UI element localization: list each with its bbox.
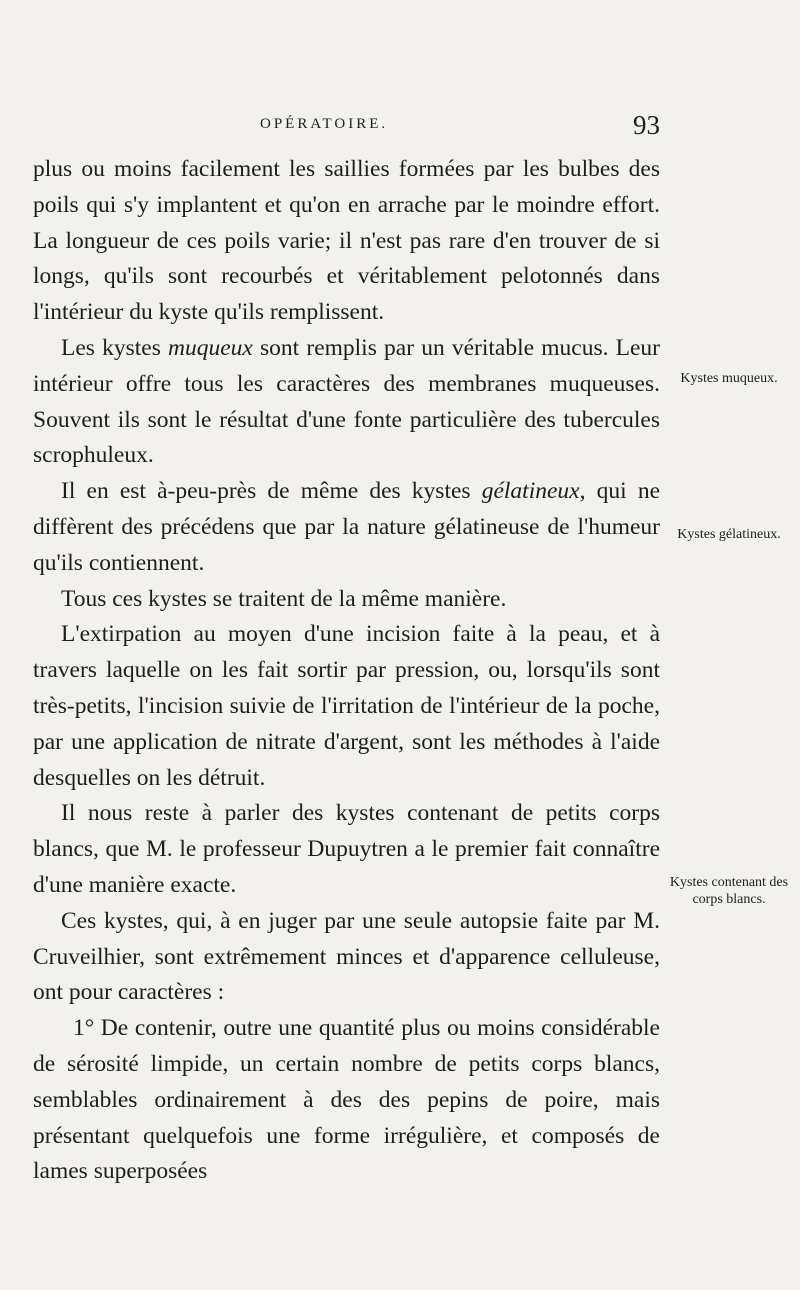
paragraph: Il en est à-peu-près de même des kystes gélatineux, qui ne diffèrent des précédens que par la nature gélatineuse de l'humeur qu'ils contiennent. bbox=[33, 478, 661, 576]
page-number: 93 bbox=[633, 110, 660, 140]
paragraph: 1° De contenir, outre une quantité plus ou moins considérable de sérosité limpide, un certain nombre de petits corps blancs, semblables ordinairement à des des pepins de poire, mais présentant quelquefois une forme irrégulière, et composés de lames superposées bbox=[33, 1015, 660, 1185]
paragraph: Il nous reste à parler des kystes contenant de petits corps blancs, que M. le professeur Dupuytren a le premier fait connaître d'une manière exacte. bbox=[33, 800, 660, 898]
paragraph: plus ou moins facilement les saillies formées par les bulbes des poils qui s'y implantent et qu'on en arrache par le moindre effort. La longueur de ces poils varie; il n'est pas rare d'en trouver de si longs, qu'ils sont recourbés et véritablement pelotonnés dans l'intérieur du kyste qu'ils remplissent. bbox=[33, 156, 660, 326]
emphasis: muqueux bbox=[168, 334, 253, 361]
emphasis: gélatineux bbox=[481, 478, 580, 505]
paragraph: Les kystes muqueux sont remplis par un véritable mucus. Leur intérieur offre tous les caractères des membranes muqueuses. Souvent ils sont le résultat d'une fonte particulière des tubercules scrophuleux. bbox=[33, 334, 660, 469]
paragraph: Ces kystes, qui, à en juger par une seule autopsie faite par M. Cruveilhier, sont extrêmement minces et d'apparence celluleuse, ont pour caractères : bbox=[33, 907, 660, 1006]
margin-note-corps-blancs: Kystes contenant des corps blancs. bbox=[669, 875, 789, 907]
margin-note-gelatineux: Kystes gélatineux. bbox=[677, 527, 781, 542]
paragraph: L'extirpation au moyen d'une incision faite à la peau, et à travers laquelle on les fait sortir par pression, ou, lorsqu'ils sont très-petits, l'incision suivie de l'irritation de l'intérieur de la poche, par une application de nitrate d'argent, sont les méthodes à l'aide desquelles on les détruit. bbox=[33, 621, 660, 791]
paragraph: Tous ces kystes se traitent de la même manière. bbox=[61, 585, 507, 612]
margin-note-muqueux: Kystes muqueux. bbox=[680, 371, 778, 386]
body-text bbox=[33, 152, 660, 1190]
running-head: OPÉRATOIRE. bbox=[260, 116, 389, 132]
page-header bbox=[30, 110, 660, 150]
